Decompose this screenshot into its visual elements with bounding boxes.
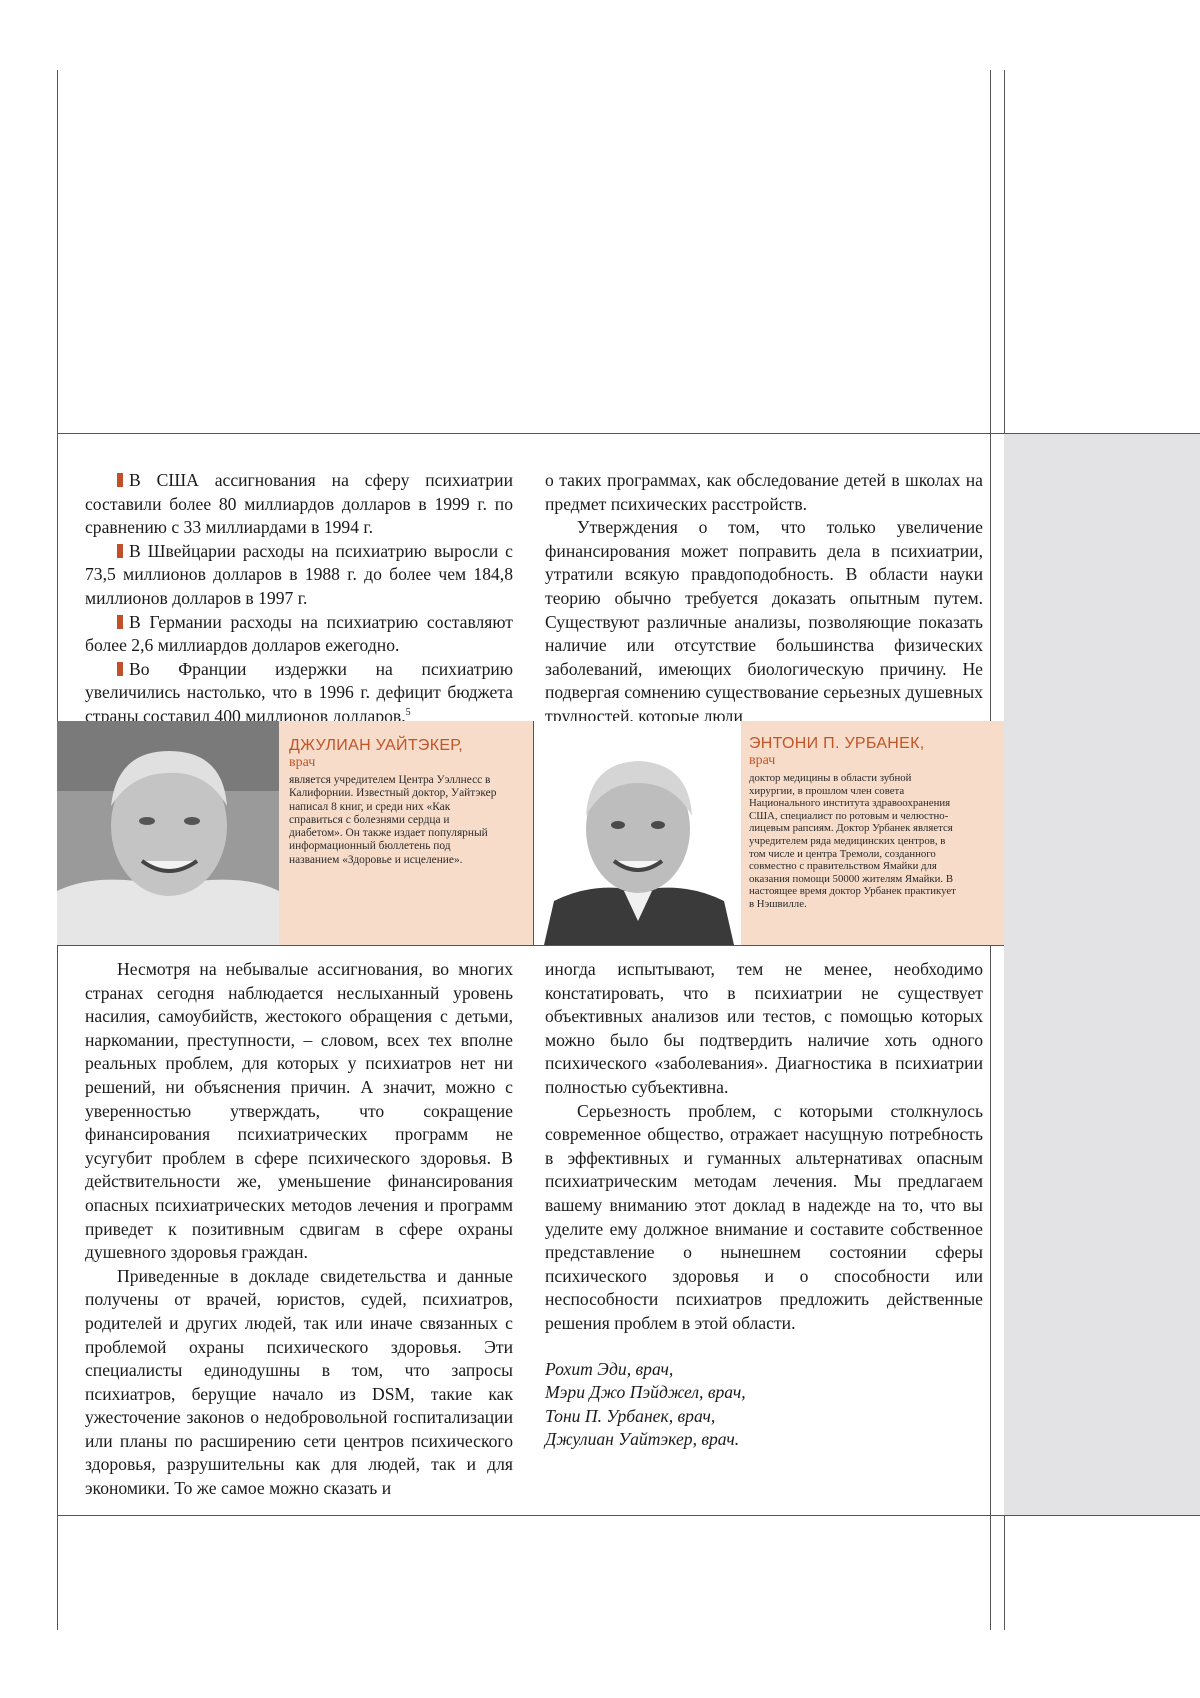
- paragraph: иногда испытывают, тем не менее, необходимо констатировать, что в психиатрии не существует объективных анализов или тестов, с помощью которых можно было бы подтвердить наличие хоть одного психического «заболевания». Диагностика в психиатрии полностью субъективна.: [545, 958, 983, 1100]
- footnote-mark: 5: [406, 707, 411, 718]
- paragraph: о таких программах, как обследование детей в школах на предмет психических расстройств.: [545, 469, 983, 516]
- bullet-marker: [117, 662, 123, 676]
- right-top-column: [545, 469, 983, 729]
- bullet-marker: [117, 544, 123, 558]
- top-text-rule: [57, 433, 1200, 434]
- bullets-column: [85, 469, 513, 729]
- bio-name: ДЖУЛИАН УАЙТЭКЕР,: [289, 737, 537, 755]
- bio-title: врач: [749, 753, 996, 768]
- signature-line: Джулиан Уайтэкер, врач.: [545, 1428, 983, 1452]
- bio-text: является учредителем Центра Уэллнесс в Калифорнии. Известный доктор, Уайтэкер написал 8 книг, и среди них «Как справиться с болезнями сердца и диабетом». Он также издает популярный информационный бюллетень под названием «Здоровье и исцеление».: [289, 774, 499, 867]
- bullet-france: Во Франции издержки на психиатрию увеличились настолько, что в 1996 г. дефицит бюджета страны составил 400 миллионов долларов.5: [85, 658, 513, 729]
- portrait-photo-whitaker: [57, 721, 279, 945]
- right-bottom-column: [545, 958, 983, 1452]
- bullet-germany: В Германии расходы на психиатрию составляют более 2,6 миллиардов долларов ежегодно.: [85, 611, 513, 658]
- paragraph: Серьезность проблем, с которыми столкнулось современное общество, отражает насущную потребность в эффективных и гуманных альтернативах опасным психиатрическим методам лечения. Мы предлагаем вашему вниманию этот доклад в надежде на то, что вы уделите ему должное внимание и составите собственное представление о нынешнем состоянии сферы психического здоровья и о способности или неспособности психиатров предложить действенные решения проблем в этой области.: [545, 1100, 983, 1336]
- bio-urbanek: [741, 721, 1004, 945]
- signature-line: Мэри Джо Пэйджел, врач,: [545, 1381, 983, 1405]
- bio-text: доктор медицины в области зубной хирургии, в прошлом член совета Национального института здравоохранения США, специалист по ротовым и челюстно-лицевым рапсиям. Доктор Урбанек является учредителем ряда медицинских центров, в том числе и центра Тремоли, созданного совместно с правительством Ямайки для оказания помощи 50000 жителям Ямайки. В настоящее время доктор Урбанек практикует в Нэшвилле.: [749, 772, 959, 911]
- bio-band: [57, 721, 1004, 945]
- portrait-photo-urbanek: [533, 721, 742, 945]
- bio-name: ЭНТОНИ П. УРБАНЕК,: [749, 735, 996, 753]
- bio-title: врач: [289, 755, 537, 770]
- bullet-marker: [117, 473, 123, 487]
- bullet-usa: В США ассигнования на сферу психиатрии составили более 80 миллиардов долларов в 1999 г. по сравнению с 33 миллиардами в 1994 г.: [85, 469, 513, 540]
- side-panel: [1004, 433, 1200, 1515]
- paragraph: Приведенные в докладе свидетельства и данные получены от врачей, юристов, судей, психиатров, родителей и других людей, так или иначе связанных с проблемой охраны психического здоровья. Эти специалисты единодушны в том, что запросы психиатров, берущие начало из DSM, такие как ужесточение законов о недобровольной госпитализации или планы по расширению сети центров психического здоровья, разрушительны как для людей, так и для экономики. То же самое можно сказать и: [85, 1265, 513, 1501]
- signature-line: Рохит Эди, врач,: [545, 1358, 983, 1382]
- bottom-text-rule: [57, 1515, 1200, 1516]
- signature-line: Тони П. Урбанек, врач,: [545, 1405, 983, 1429]
- bullet-switzerland: В Швейцарии расходы на психиатрию выросли с 73,5 миллионов долларов в 1988 г. до более чем 184,8 миллионов долларов в 1997 г.: [85, 540, 513, 611]
- bullet-marker: [117, 615, 123, 629]
- bio-band-rule: [57, 945, 1004, 946]
- left-bottom-column: [85, 958, 513, 1501]
- signatures: [545, 1358, 983, 1452]
- paragraph: Утверждения о том, что только увеличение финансирования может поправить дела в психиатрии, утратили всякую правдоподобность. В области науки теорию обычно требуется доказать опытным путем. Существуют различные анализы, позволяющие показать наличие или отсутствие большинства физических заболеваний, имеющих биологическую причину. Не подвергая сомнению существование серьезных душевных трудностей, которые люди: [545, 516, 983, 728]
- bio-whitaker: [279, 721, 547, 945]
- paragraph: Несмотря на небывалые ассигнования, во многих странах сегодня наблюдается неслыханный уровень насилия, самоубийств, жестокого обращения с детьми, наркомании, преступности, – словом, всех тех вполне реальных проблем, для которых у психиатров нет ни решений, ни объяснения причин. А значит, можно с уверенностью утверждать, что сокращение финансирования психиатрических программ не усугубит проблем в сфере психического здоровья. В действительности же, уменьшение финансирования опасных психиатрических методов лечения и программ приведет к позитивным сдвигам в сфере охраны душевного здоровья граждан.: [85, 958, 513, 1265]
